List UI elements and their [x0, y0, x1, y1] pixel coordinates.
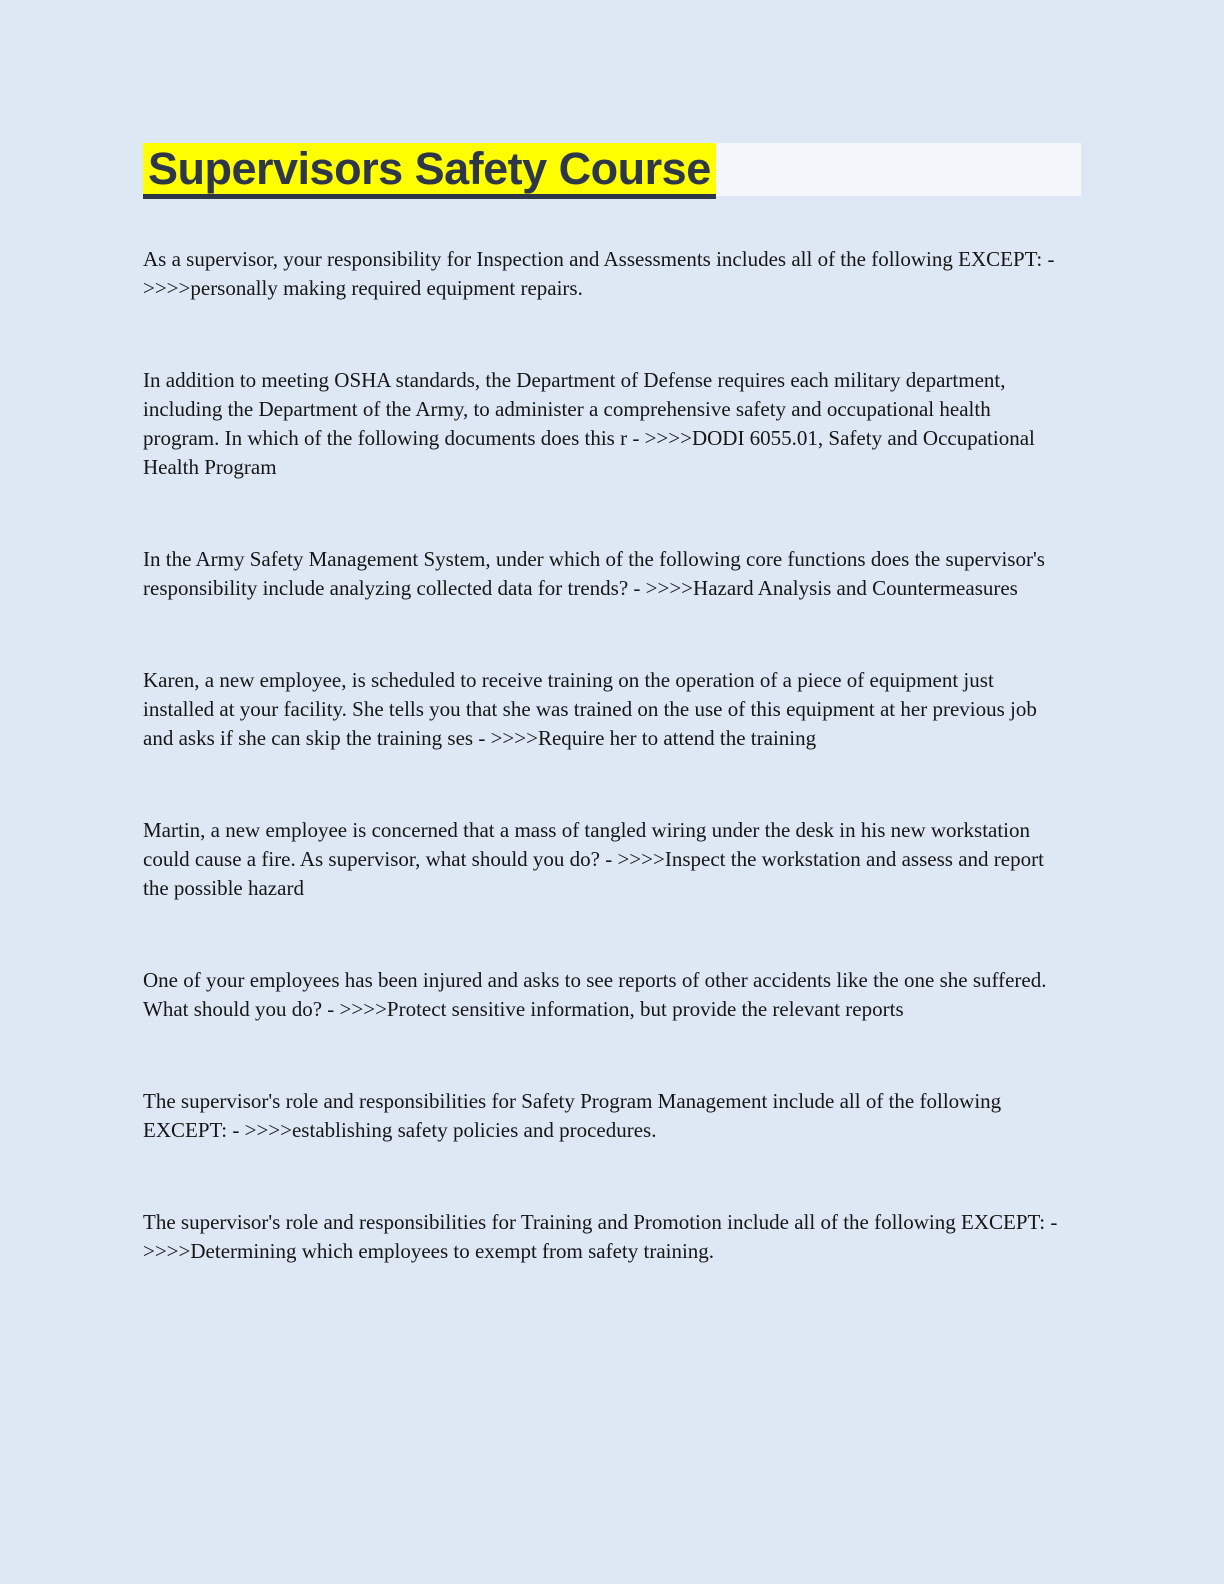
qa-paragraph: Martin, a new employee is concerned that a mass of tangled wiring under the desk in his new workstation could cause a fire. As supervisor, what should you do? - >>>>Inspect the workstation and assess and report the possible hazard — [143, 818, 1044, 900]
qa-paragraph: In addition to meeting OSHA standards, the Department of Defense requires each military department, including the Department of the Army, to administer a comprehensive safety and occupational health program. In which of the following documents does this r - >>>>DODI 6055.01, Safety and Occupational Health Program — [143, 368, 1035, 479]
title-spacer — [716, 143, 1081, 196]
qa-paragraph: The supervisor's role and responsibilities for Training and Promotion include all of the following EXCEPT: - >>>>Determining which employees to exempt from safety training. — [143, 1210, 1058, 1263]
qa-paragraph: The supervisor's role and responsibilities for Safety Program Management include all of the following EXCEPT: - >>>>establishing safety policies and procedures. — [143, 1089, 1002, 1142]
qa-paragraph: In the Army Safety Management System, under which of the following core functions does the supervisor's responsibility include analyzing collected data for trends? - >>>>Hazard Analysis and Countermeasures — [143, 547, 1045, 600]
qa-paragraph: Karen, a new employee, is scheduled to receive training on the operation of a piece of equipment just installed at your facility. She tells you that she was trained on the use of this equipment at her previous job and asks if she can skip the training ses - >>>>Require her to attend the training — [143, 668, 1037, 750]
qa-paragraph: One of your employees has been injured and asks to see reports of other accidents like the one she suffered. What should you do? - >>>>Protect sensitive information, but provide the relevant reports — [143, 968, 1047, 1021]
page-title-row — [143, 143, 1081, 199]
page-title: Supervisors Safety Course — [148, 143, 711, 194]
qa-paragraph: As a supervisor, your responsibility for Inspection and Assessments includes all of the following EXCEPT: - >>>>personally making required equipment repairs. — [143, 247, 1055, 300]
title-highlight — [143, 143, 716, 199]
qa-list — [143, 245, 1067, 1266]
